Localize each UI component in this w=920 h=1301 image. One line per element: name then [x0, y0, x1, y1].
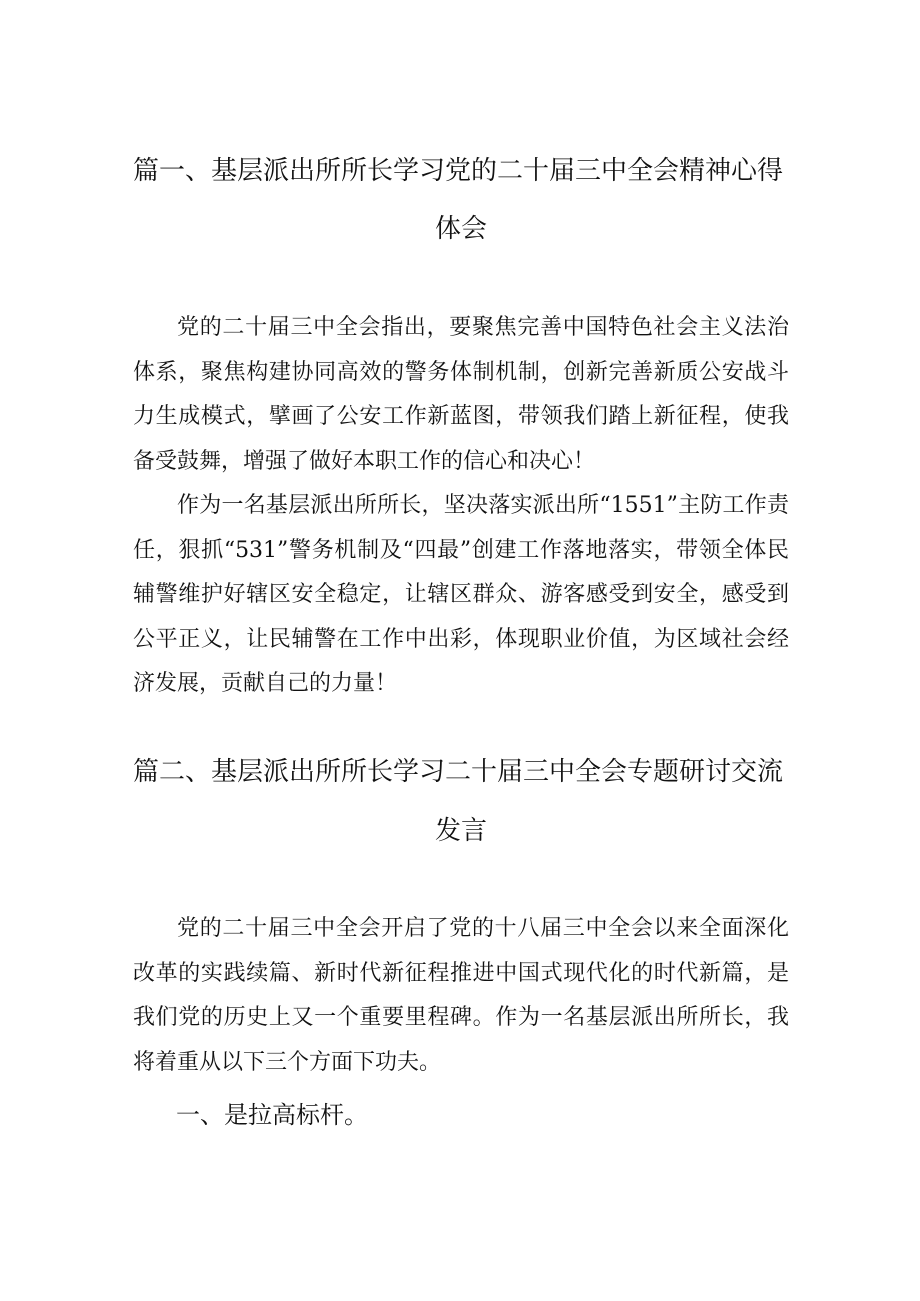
section-1-heading-continued: 体会 — [434, 214, 487, 244]
section-1-paragraph-1: 党的二十届三中全会指出，要聚焦完善中国特色社会主义法治体系，聚焦构建协同高效的警务体制机制，创新完善新质公安战斗力生成模式，擘画了公安工作新蓝图，带领我们踏上新征程，使我备受鼓舞，增强了做好本职工作的信心和决心！ — [133, 315, 789, 474]
section-2-paragraph-1: 党的二十届三中全会开启了党的十八届三中全会以来全面深化改革的实践续篇、新时代新征程推进中国式现代化的时代新篇，是我们党的历史上又一个重要里程碑。作为一名基层派出所所长，我将着重从以下三个方面下功夫。 — [133, 916, 789, 1075]
section-2-heading: 篇二、基层派出所所长学习二十届三中全会专题研讨交流 — [133, 757, 784, 787]
section-1-paragraph-2: 作为一名基层派出所所长，坚决落实派出所“1551”主防工作责任，狠抓“531”警务机制及“四最”创建工作落地落实，带领全体民辅警维护好辖区安全稳定，让辖区群众、游客感受到安全，感受到公平正义，让民辅警在工作中出彩，体现职业价值，为区域社会经济发展，贡献自己的力量！ — [133, 493, 789, 696]
section-1-heading: 篇一、基层派出所所长学习党的二十届三中全会精神心得 — [133, 156, 784, 186]
section-2-subheading: 一、是拉高标杆。 — [176, 1101, 368, 1129]
section-2-heading-continued: 发言 — [434, 816, 487, 846]
